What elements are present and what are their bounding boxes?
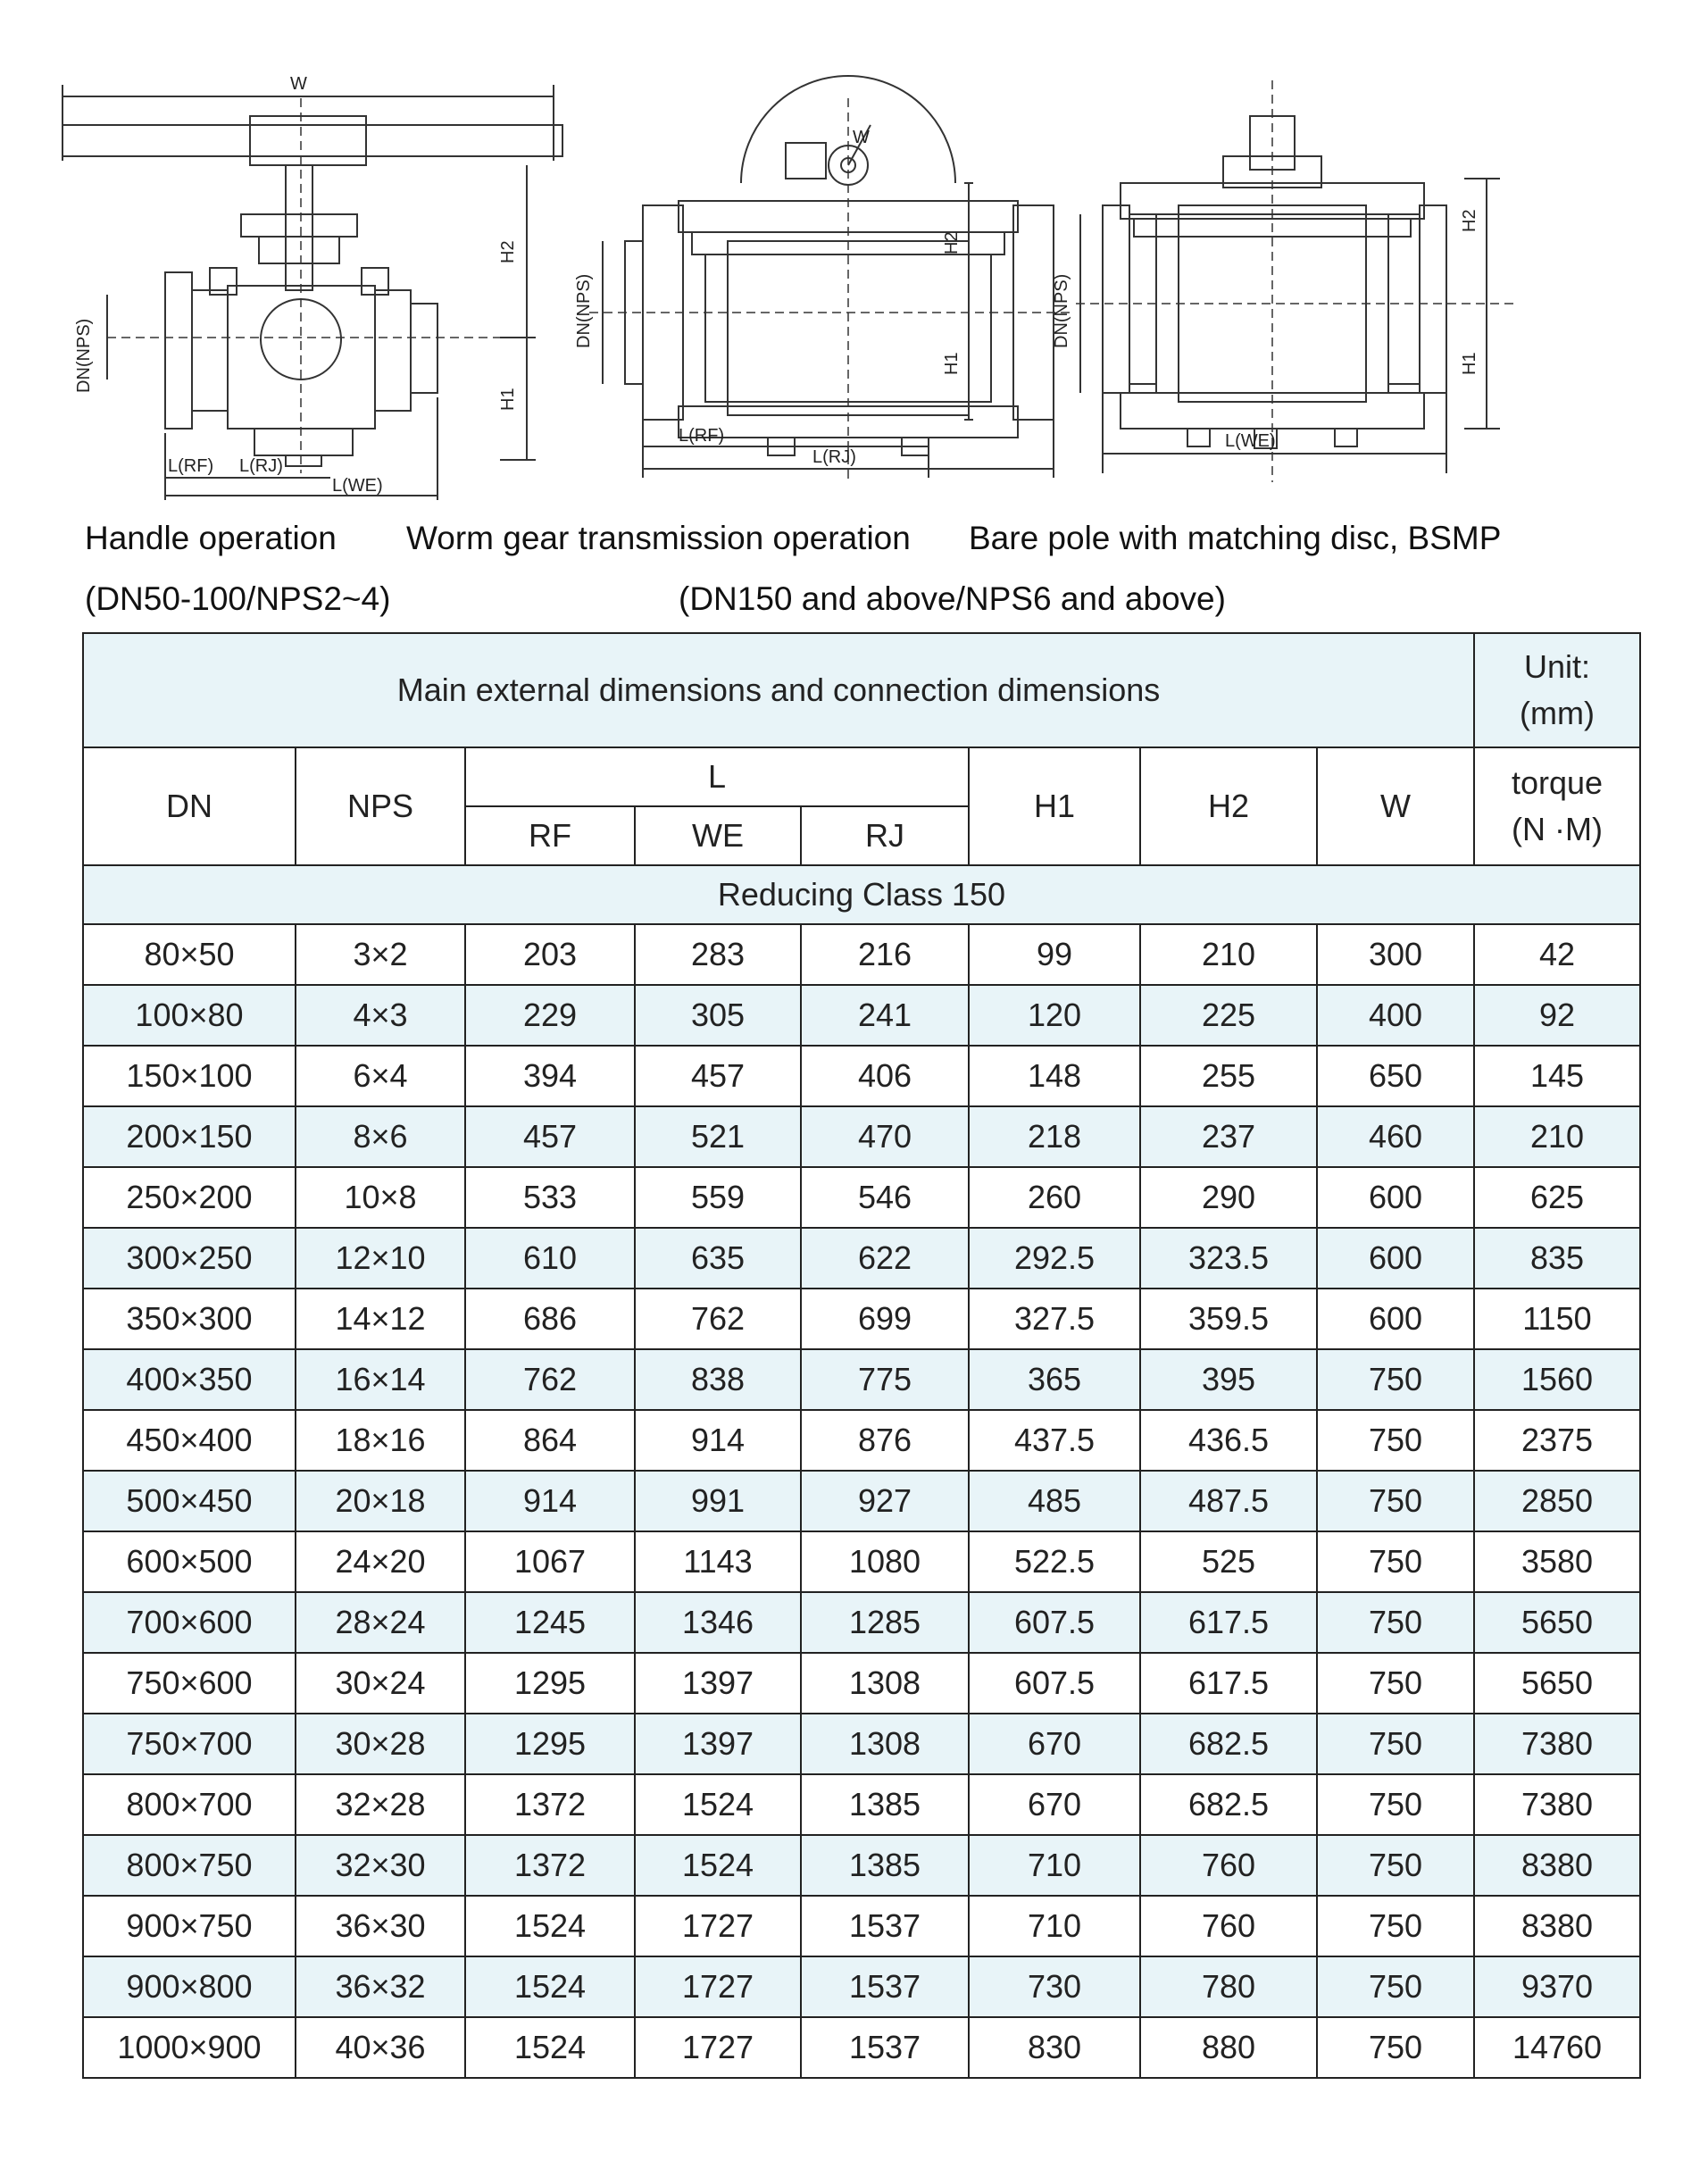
table-cell: 838 — [635, 1349, 801, 1410]
table-cell: 780 — [1140, 1956, 1317, 2017]
table-cell: 1385 — [801, 1835, 969, 1896]
table-cell: 229 — [465, 985, 635, 1046]
table-cell: 457 — [465, 1106, 635, 1167]
table-cell: 750 — [1317, 1349, 1474, 1410]
table-cell: 210 — [1140, 924, 1317, 985]
table-cell: 218 — [969, 1106, 1140, 1167]
table-cell: 395 — [1140, 1349, 1317, 1410]
table-cell: 241 — [801, 985, 969, 1046]
table-cell: 100×80 — [83, 985, 296, 1046]
header-h2: H2 — [1140, 747, 1317, 865]
table-cell: 600×500 — [83, 1531, 296, 1592]
table-cell: 1537 — [801, 1956, 969, 2017]
table-cell: 400 — [1317, 985, 1474, 1046]
table-cell: 650 — [1317, 1046, 1474, 1106]
table-cell: 876 — [801, 1410, 969, 1471]
table-cell: 10×8 — [296, 1167, 465, 1228]
table-cell: 750 — [1317, 1774, 1474, 1835]
table-cell: 1308 — [801, 1714, 969, 1774]
table-cell: 625 — [1474, 1167, 1640, 1228]
table-cell: 1285 — [801, 1592, 969, 1653]
handle-h1-label: H1 — [498, 388, 518, 411]
table-cell: 1000×900 — [83, 2017, 296, 2078]
table-cell: 546 — [801, 1167, 969, 1228]
table-cell: 359.5 — [1140, 1289, 1317, 1349]
table-row — [83, 1956, 1640, 2017]
table-cell: 200×150 — [83, 1106, 296, 1167]
table-cell: 762 — [465, 1349, 635, 1410]
table-cell: 775 — [801, 1349, 969, 1410]
table-cell: 6×4 — [296, 1046, 465, 1106]
table-row — [83, 1774, 1640, 1835]
table-cell: 5650 — [1474, 1592, 1640, 1653]
table-row — [83, 1106, 1640, 1167]
table-cell: 750 — [1317, 1956, 1474, 2017]
table-cell: 686 — [465, 1289, 635, 1349]
handle-operation-drawing — [62, 85, 562, 500]
table-cell: 1524 — [635, 1774, 801, 1835]
table-cell: 300×250 — [83, 1228, 296, 1289]
table-cell: 750 — [1317, 1531, 1474, 1592]
table-cell: 760 — [1140, 1835, 1317, 1896]
unit-cell — [1474, 633, 1640, 747]
table-row — [83, 1653, 1640, 1714]
table-cell: 670 — [969, 1774, 1140, 1835]
bare-lwe-label: L(WE) — [1225, 431, 1276, 451]
table-cell: 900×750 — [83, 1896, 296, 1956]
unit-line1: Unit: — [1523, 648, 1591, 685]
caption-bare: Bare pole with matching disc, BSMP — [969, 520, 1502, 556]
worm-h2-label: H2 — [942, 231, 962, 254]
table-cell: 1537 — [801, 1896, 969, 1956]
table-cell: 750×600 — [83, 1653, 296, 1714]
header-rj: RJ — [801, 806, 969, 865]
handle-dn-label: DN(NPS) — [74, 318, 94, 393]
table-row — [83, 1167, 1640, 1228]
header-rf: RF — [465, 806, 635, 865]
bare-h2-label: H2 — [1460, 209, 1479, 232]
table-cell: 1727 — [635, 2017, 801, 2078]
table-cell: 1727 — [635, 1896, 801, 1956]
table-cell: 700×600 — [83, 1592, 296, 1653]
table-cell: 710 — [969, 1835, 1140, 1896]
table-cell: 622 — [801, 1228, 969, 1289]
caption-handle: Handle operation — [85, 520, 337, 556]
worm-gear-drawing — [589, 76, 1071, 482]
header-row — [83, 747, 1640, 806]
table-cell: 750 — [1317, 1410, 1474, 1471]
table-cell: 800×700 — [83, 1774, 296, 1835]
table-cell: 2850 — [1474, 1471, 1640, 1531]
table-cell: 1524 — [465, 2017, 635, 2078]
table-cell: 750 — [1317, 1471, 1474, 1531]
table-cell: 900×800 — [83, 1956, 296, 2017]
table-cell: 830 — [969, 2017, 1140, 2078]
table-cell: 1067 — [465, 1531, 635, 1592]
table-cell: 487.5 — [1140, 1471, 1317, 1531]
table-cell: 1308 — [801, 1653, 969, 1714]
table-cell: 350×300 — [83, 1289, 296, 1349]
handle-lrf-label: L(RF) — [168, 456, 214, 476]
table-row — [83, 1289, 1640, 1349]
table-cell: 750 — [1317, 1835, 1474, 1896]
table-cell: 20×18 — [296, 1471, 465, 1531]
table-cell: 148 — [969, 1046, 1140, 1106]
table-cell: 607.5 — [969, 1592, 1140, 1653]
table-cell: 460 — [1317, 1106, 1474, 1167]
worm-w-label: W — [853, 128, 870, 147]
table-cell: 283 — [635, 924, 801, 985]
table-cell: 225 — [1140, 985, 1317, 1046]
table-cell: 750 — [1317, 2017, 1474, 2078]
table-cell: 991 — [635, 1471, 801, 1531]
table-cell: 216 — [801, 924, 969, 985]
table-cell: 203 — [465, 924, 635, 985]
table-cell: 14×12 — [296, 1289, 465, 1349]
table-cell: 237 — [1140, 1106, 1317, 1167]
table-cell: 8380 — [1474, 1896, 1640, 1956]
table-cell: 4×3 — [296, 985, 465, 1046]
table-row — [83, 1531, 1640, 1592]
worm-dn-label: DN(NPS) — [574, 273, 594, 348]
worm-h1-label: H1 — [942, 352, 962, 375]
table-cell: 99 — [969, 924, 1140, 985]
table-cell: 32×30 — [296, 1835, 465, 1896]
table-cell: 3×2 — [296, 924, 465, 985]
table-cell: 1560 — [1474, 1349, 1640, 1410]
table-cell: 1295 — [465, 1714, 635, 1774]
table-cell: 750 — [1317, 1896, 1474, 1956]
table-cell: 120 — [969, 985, 1140, 1046]
table-cell: 521 — [635, 1106, 801, 1167]
table-cell: 710 — [969, 1896, 1140, 1956]
table-cell: 92 — [1474, 985, 1640, 1046]
table-cell: 635 — [635, 1228, 801, 1289]
header-w: W — [1317, 747, 1474, 865]
table-row — [83, 1896, 1640, 1956]
table-cell: 1537 — [801, 2017, 969, 2078]
table-cell: 406 — [801, 1046, 969, 1106]
group-label: Reducing Class 150 — [83, 865, 1640, 924]
table-cell: 617.5 — [1140, 1653, 1317, 1714]
table-cell: 670 — [969, 1714, 1140, 1774]
table-cell: 3580 — [1474, 1531, 1640, 1592]
table-cell: 145 — [1474, 1046, 1640, 1106]
table-cell: 607.5 — [969, 1653, 1140, 1714]
table-cell: 80×50 — [83, 924, 296, 985]
table-title-row — [83, 633, 1640, 747]
table-cell: 762 — [635, 1289, 801, 1349]
table-cell: 1385 — [801, 1774, 969, 1835]
table-cell: 485 — [969, 1471, 1140, 1531]
handle-w-label: W — [290, 74, 307, 94]
table-row — [83, 985, 1640, 1046]
table-cell: 682.5 — [1140, 1714, 1317, 1774]
table-cell: 16×14 — [296, 1349, 465, 1410]
table-cell: 7380 — [1474, 1714, 1640, 1774]
table-cell: 150×100 — [83, 1046, 296, 1106]
table-cell: 1372 — [465, 1835, 635, 1896]
table-cell: 400×350 — [83, 1349, 296, 1410]
table-cell: 8380 — [1474, 1835, 1640, 1896]
table-cell: 1143 — [635, 1531, 801, 1592]
table-title: Main external dimensions and connection dimensions — [83, 633, 1474, 747]
bare-h1-label: H1 — [1460, 352, 1479, 375]
dimensions-table — [82, 632, 1641, 2079]
table-cell: 365 — [969, 1349, 1140, 1410]
table-cell: 470 — [801, 1106, 969, 1167]
table-cell: 8×6 — [296, 1106, 465, 1167]
table-cell: 255 — [1140, 1046, 1317, 1106]
table-cell: 1524 — [465, 1896, 635, 1956]
table-cell: 36×32 — [296, 1956, 465, 2017]
unit-line2: (mm) — [1520, 695, 1595, 731]
table-cell: 559 — [635, 1167, 801, 1228]
table-cell: 290 — [1140, 1167, 1317, 1228]
table-row — [83, 1349, 1640, 1410]
table-cell: 305 — [635, 985, 801, 1046]
header-torque — [1474, 747, 1640, 865]
table-cell: 1245 — [465, 1592, 635, 1653]
table-cell: 1080 — [801, 1531, 969, 1592]
table-cell: 1150 — [1474, 1289, 1640, 1349]
table-cell: 292.5 — [969, 1228, 1140, 1289]
table-cell: 1524 — [635, 1835, 801, 1896]
table-cell: 300 — [1317, 924, 1474, 985]
table-cell: 600 — [1317, 1289, 1474, 1349]
table-cell: 323.5 — [1140, 1228, 1317, 1289]
table-cell: 14760 — [1474, 2017, 1640, 2078]
table-cell: 2375 — [1474, 1410, 1640, 1471]
table-cell: 522.5 — [969, 1531, 1140, 1592]
table-row — [83, 1046, 1640, 1106]
header-h1: H1 — [969, 747, 1140, 865]
handle-h2-label: H2 — [498, 240, 518, 263]
bare-pole-drawing — [1076, 80, 1518, 482]
table-cell: 533 — [465, 1167, 635, 1228]
table-cell: 28×24 — [296, 1592, 465, 1653]
header-nps: NPS — [296, 747, 465, 865]
worm-lrf-label: L(RF) — [679, 426, 725, 446]
table-cell: 699 — [801, 1289, 969, 1349]
table-cell: 750 — [1317, 1592, 1474, 1653]
table-cell: 760 — [1140, 1896, 1317, 1956]
table-row — [83, 1471, 1640, 1531]
header-dn: DN — [83, 747, 296, 865]
table-cell: 9370 — [1474, 1956, 1640, 2017]
table-cell: 927 — [801, 1471, 969, 1531]
table-cell: 30×24 — [296, 1653, 465, 1714]
table-cell: 1295 — [465, 1653, 635, 1714]
table-cell: 600 — [1317, 1228, 1474, 1289]
table-row — [83, 1228, 1640, 1289]
table-cell: 730 — [969, 1956, 1140, 2017]
table-cell: 800×750 — [83, 1835, 296, 1896]
caption-handle-range: (DN50-100/NPS2~4) — [85, 580, 391, 617]
table-cell: 864 — [465, 1410, 635, 1471]
table-cell: 1524 — [465, 1956, 635, 2017]
table-cell: 880 — [1140, 2017, 1317, 2078]
table-cell: 617.5 — [1140, 1592, 1317, 1653]
table-cell: 436.5 — [1140, 1410, 1317, 1471]
table-row — [83, 1592, 1640, 1653]
table-row — [83, 1410, 1640, 1471]
table-cell: 250×200 — [83, 1167, 296, 1228]
table-cell: 450×400 — [83, 1410, 296, 1471]
table-row — [83, 1835, 1640, 1896]
table-cell: 682.5 — [1140, 1774, 1317, 1835]
table-cell: 525 — [1140, 1531, 1317, 1592]
table-cell: 30×28 — [296, 1714, 465, 1774]
handle-lrj-label: L(RJ) — [239, 456, 283, 476]
table-cell: 1397 — [635, 1714, 801, 1774]
table-cell: 1372 — [465, 1774, 635, 1835]
table-cell: 610 — [465, 1228, 635, 1289]
header-l: L — [465, 747, 969, 806]
table-cell: 750×700 — [83, 1714, 296, 1774]
table-cell: 12×10 — [296, 1228, 465, 1289]
table-row — [83, 2017, 1640, 2078]
torque-line2: (N ·M) — [1512, 811, 1603, 847]
caption-range2: (DN150 and above/NPS6 and above) — [679, 580, 1226, 617]
table-cell: 36×30 — [296, 1896, 465, 1956]
table-cell: 600 — [1317, 1167, 1474, 1228]
handle-lwe-label: L(WE) — [332, 476, 383, 496]
table-cell: 500×450 — [83, 1471, 296, 1531]
table-cell: 7380 — [1474, 1774, 1640, 1835]
table-row — [83, 1714, 1640, 1774]
table-cell: 260 — [969, 1167, 1140, 1228]
table-row — [83, 924, 1640, 985]
group-row — [83, 865, 1640, 924]
header-we: WE — [635, 806, 801, 865]
table-cell: 1346 — [635, 1592, 801, 1653]
table-cell: 914 — [465, 1471, 635, 1531]
table-cell: 32×28 — [296, 1774, 465, 1835]
table-cell: 1727 — [635, 1956, 801, 2017]
table-cell: 5650 — [1474, 1653, 1640, 1714]
table-cell: 210 — [1474, 1106, 1640, 1167]
table-cell: 914 — [635, 1410, 801, 1471]
worm-lrj-label: L(RJ) — [812, 447, 856, 467]
torque-line1: torque — [1511, 764, 1604, 801]
table-cell: 750 — [1317, 1714, 1474, 1774]
table-cell: 42 — [1474, 924, 1640, 985]
table-cell: 835 — [1474, 1228, 1640, 1289]
table-cell: 24×20 — [296, 1531, 465, 1592]
table-cell: 1397 — [635, 1653, 801, 1714]
table-cell: 394 — [465, 1046, 635, 1106]
table-cell: 327.5 — [969, 1289, 1140, 1349]
bare-dn-label: DN(NPS) — [1052, 273, 1071, 348]
table-cell: 40×36 — [296, 2017, 465, 2078]
valve-drawings — [0, 0, 1708, 518]
table-cell: 457 — [635, 1046, 801, 1106]
caption-worm: Worm gear transmission operation — [406, 520, 911, 556]
table-cell: 437.5 — [969, 1410, 1140, 1471]
table-cell: 18×16 — [296, 1410, 465, 1471]
table-cell: 750 — [1317, 1653, 1474, 1714]
